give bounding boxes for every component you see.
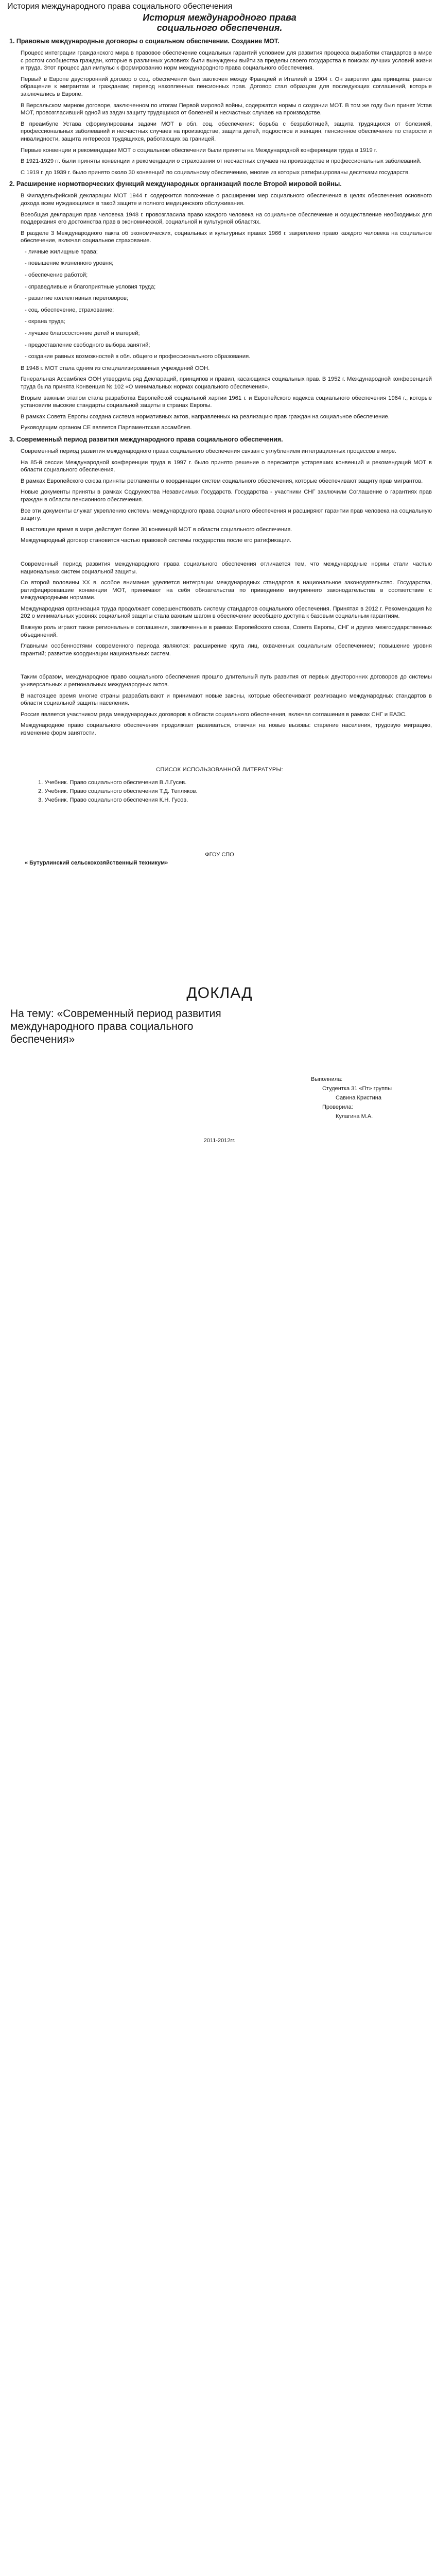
report-subtitle (7, 1007, 432, 1046)
paragraph: Новые документы приняты в рамках Содружества Независимых Государств. Государства - участники СНГ заключили Соглашение о гарантиях прав граждан в области пенсионного обеспечения. (21, 489, 432, 503)
paragraph: В Филадельфийской декларации МОТ 1944 г. содержится положение о расширении мер социального обеспечения в целях обеспечения основного дохода всем нуждающимся в такой защите и полного медицинского обслуживания. (21, 193, 432, 207)
heading-line-1: История международного права (143, 12, 297, 23)
list-item: - охрана труда; (25, 318, 65, 325)
signature-line: Проверила: (322, 1104, 353, 1110)
paragraph: В рамках Совета Европы создана система нормативных актов, направленных на реализацию прав граждан на социальное обеспечение. (21, 413, 390, 420)
list-item: - предоставление свободного выбора занятий; (25, 342, 150, 348)
paragraph: Руководящим органом СЕ является Парламентская ассамблея. (21, 425, 192, 431)
source-item: 3. Учебник. Право социального обеспечения К.Н. Гусов. (38, 796, 188, 803)
document-heading (7, 12, 432, 33)
sources-list (7, 779, 432, 804)
signature-line: Кулагина М.А. (336, 1113, 373, 1120)
list-item: - лучшее благосостояние детей и матерей; (25, 330, 140, 337)
section-title: 1. Правовые международные договоры о социальном обеспечении. Создание МОТ. (9, 38, 280, 45)
paragraph: В разделе 3 Международного пакта об экономических, социальных и культурных правах 1966 г. закреплено право каждого человека на социальное обеспечение, включая социальное страхование. (21, 230, 432, 244)
list-item: - личные жилищные права; (25, 248, 98, 255)
paragraph: Процесс интеграции гражданского мира в правовое обеспечение социальных гарантий условием для развития процесса выработки стандартов в мире с ростом сообщества граждан, которые в различных условиях были вынуждены выйти за пределы своего государства в поисках лучших условий жизни и труда. Этот процесс дал импульс к формированию норм международного права социального обеспечения. (21, 50, 432, 72)
list-item: - повышение жизненного уровня; (25, 260, 114, 267)
section (7, 435, 432, 561)
paragraph: Первый в Европе двусторонний договор о соц. обеспечении был заключен между Францией и Италией в 1904 г. Он закрепил два принципа: равное обращение к мигрантам и гражданам; перевод накопленных пенсионных прав. Договор стал образцом для последующих соглашений, которые заключались в Европе. (21, 76, 432, 97)
section-title: 2. Расширение нормотворческих функций международных организаций после Второй мировой войны. (9, 180, 342, 188)
paragraph: В Версальском мирном договоре, заключенном по итогам Первой мировой войны, содержатся нормы о создании МОТ. В том же году был принят Устав МОТ, провозгласивший одной из задач защиту трудящихся от болезней и несчастных случаев на производстве. (21, 102, 432, 116)
paragraph: Вторым важным этапом стала разработка Европейской социальной хартии 1961 г. и Европейского кодекса социального обеспечения 1964 г., которые установили высокие стандарты социальной защиты в странах Европы. (21, 395, 432, 409)
paragraph: В 1921-1929 гг. были приняты конвенции и рекомендации о страховании от несчастных случаев на производстве и профессиональных заболеваний. (21, 158, 422, 165)
paragraph: Международное право социального обеспечения продолжает развиваться, отвечая на новые вызовы: старение населения, трудовую миграцию, изменение форм занятости. (21, 722, 432, 736)
paragraph: Современный период развития международного права социального обеспечения связан с углублением интеграционных процессов в мире. (21, 448, 397, 454)
source-item: 1. Учебник. Право социального обеспечения В.Л.Гусев. (38, 779, 187, 786)
institution-label: « Бутурлинский сельскохозяйственный техникум» (25, 859, 168, 866)
paragraph: В рамках Европейского союза приняты регламенты о координации систем социального обеспечения, которые обеспечивают защиту прав мигрантов. (21, 478, 423, 484)
section (7, 180, 432, 432)
paragraph: Современный период развития международного права социального обеспечения отличается тем, что международные нормы стали частью национальных систем социальной защиты. (21, 561, 432, 575)
paragraph: Все эти документы служат укреплению системы международного права социального обеспечения и расширяют гарантии прав человека на социальную защиту. (21, 507, 432, 522)
document (7, 2, 432, 1144)
paragraph: Первые конвенции и рекомендации МОТ о социальном обеспечении были приняты на Международной конференции труда в 1919 г. (21, 147, 377, 154)
paragraph: В 1948 г. МОТ стала одним из специализированных учреждений ООН. (21, 365, 210, 371)
document-sections (7, 37, 432, 753)
paragraph: Международная организация труда продолжает совершенствовать систему стандартов социального обеспечения. Принятая в 2012 г. Рекомендация № 202 о минимальных уровнях социальной защиты стала важным шагом в обеспечении всеобщего доступа к базовым социальным гарантиям. (21, 605, 432, 620)
report-title: ДОКЛАД (186, 984, 253, 1002)
section (7, 673, 432, 753)
sources-title: СПИСОК ИСПОЛЬЗОВАННОЙ ЛИТЕРАТУРЫ: (156, 766, 283, 773)
source-item: 2. Учебник. Право социального обеспечения Т.Д. Тепляков. (38, 788, 198, 794)
subtitle-line: беспечения» (10, 1033, 75, 1045)
signature-line: Студентка 31 «Пт» группы (322, 1085, 392, 1092)
section (7, 37, 432, 176)
paragraph: В преамбуле Устава сформулированы задачи МОТ в обл. соц. обеспечения: борьба с безработицей, защита трудящихся от болезней, профессиональных заболеваний и несчастных случаев на производстве, защита детей, подростков и женщин, пенсионное обеспечение по старости и инвалидности, защита интересов трудящихся, работающих за границей. (21, 121, 432, 142)
signature-line: Савина Кристина (336, 1094, 381, 1101)
paragraph: Таким образом, международное право социального обеспечения прошло длительный путь развития от первых двусторонних договоров до системы универсальных и региональных международных актов. (21, 674, 432, 688)
list-item: - развитие коллективных переговоров; (25, 295, 129, 302)
signature-line: Выполнила: (311, 1076, 343, 1082)
list-item: - соц. обеспечение, страхование; (25, 307, 114, 313)
document-top-title: История международного права социального обеспечения (7, 2, 233, 11)
paragraph: В настоящее время многие страны разрабатывают и принимают новые законы, которые обеспечивают реализацию международных стандартов в области социальной защиты населения. (21, 692, 432, 707)
paragraph: Важную роль играют также региональные соглашения, заключенные в рамках Европейского союза, Совета Европы, СНГ и других межгосударственных объединений. (21, 624, 432, 638)
section (7, 561, 432, 674)
academic-year: 2011-2012гг. (203, 1137, 236, 1144)
paragraph: На 85-й сессии Международной конференции труда в 1997 г. было принято решение о пересмотре устаревших конвенций и рекомендаций МОТ в области социального обеспечения. (21, 459, 432, 473)
paragraph: С 1919 г. до 1939 г. было принято около 30 конвенций по социальному обеспечению, многие из которых ратифицированы десятками государств. (21, 169, 410, 176)
paragraph: Со второй половины XX в. особое внимание уделяется интеграции международных стандартов в национальное законодательство. Государства, ратифицировавшие конвенции МОТ, принимают на себя обязательства по приведению внутреннего законодательства в соответствие с международными нормами. (21, 580, 432, 601)
paragraph: Россия является участником ряда международных договоров в области социального обеспечения, включая соглашения в рамках СНГ и ЕАЭС. (21, 711, 407, 718)
section-gap (7, 661, 432, 673)
list-item: - создание равных возможностей в обл. общего и профессионального образования. (25, 353, 251, 360)
section-title: 3. Современный период развития международного права социального обеспечения. (9, 435, 283, 443)
ministry-label: ФГОУ СПО (205, 851, 234, 858)
paragraph: В настоящее время в мире действует более 30 конвенций МОТ в области социального обеспечения. (21, 526, 292, 533)
subtitle-line: международного права социального (10, 1020, 194, 1032)
list-item: - справедливые и благоприятные условия труда; (25, 283, 156, 290)
signature-block (7, 1075, 432, 1121)
paragraph: Международный договор становится частью правовой системы государства после его ратификации. (21, 537, 291, 544)
paragraph: Главными особенностями современного периода являются: расширение круга лиц, охваченных социальным обеспечением; повышение уровня гарантий; развитие координации национальных систем. (21, 643, 432, 657)
list-item: - обеспечение работой; (25, 272, 88, 279)
heading-line-2: социального обеспечения. (156, 23, 283, 33)
section-gap (7, 548, 432, 561)
paragraph: Всеобщая декларация прав человека 1948 г. провозгласила право каждого человека на социальное обеспечение и осуществление необходимых для поддержания его достоинства прав в экономической, социальной и культурной областях. (21, 211, 432, 226)
section-gap (7, 741, 432, 753)
paragraph: Генеральная Ассамблея ООН утвердила ряд Деклараций, принципов и правил, касающихся социальных прав. В 1952 г. Международной конференцией труда была принята Конвенция № 102 «О минимальных нормах социального обеспечения». (21, 376, 432, 390)
subtitle-line: На тему: «Современный период развития (10, 1007, 221, 1020)
